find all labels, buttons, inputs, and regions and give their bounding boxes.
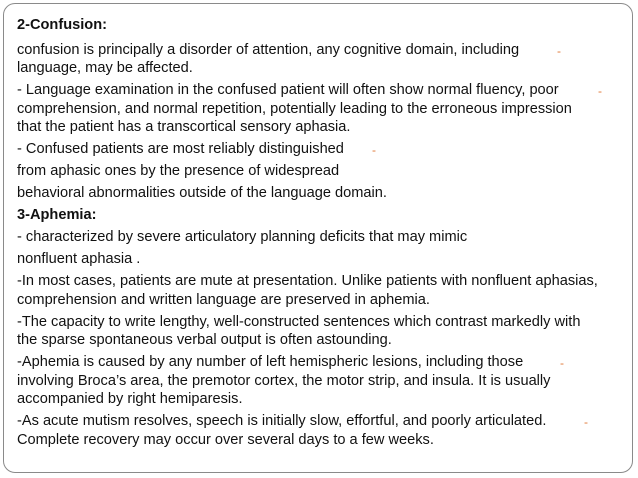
dash-marker: - (584, 415, 588, 429)
aphemia-p5-line-2: involving Broca’s area, the premotor cortex, the motor strip, and insula. It is usually (17, 372, 551, 389)
dash-marker: - (560, 356, 564, 370)
aphemia-paragraph-1: - characterized by severe articulatory planning deficits that may mimic (17, 229, 468, 245)
aphemia-paragraph-4 (17, 313, 625, 350)
confusion-p2-line-2: comprehension, and normal repetition, potentially leading to the erroneous impression (17, 100, 572, 117)
heading-confusion: 2-Confusion: (17, 17, 107, 33)
heading-aphemia: 3-Aphemia: (17, 207, 97, 223)
confusion-paragraph-1 (17, 41, 625, 78)
dash-marker: - (598, 84, 602, 98)
dash-marker: - (557, 43, 561, 58)
aphemia-p4-line-2: the sparse spontaneous verbal output is often astounding. (17, 332, 392, 348)
confusion-p2-line-1: - Language examination in the confused patient will often show normal fluency, poor (17, 82, 559, 98)
confusion-paragraph-3 (17, 140, 625, 159)
aphemia-paragraph-3 (17, 272, 625, 309)
aphemia-p6-line-2: Complete recovery may occur over several days to a few weeks. (17, 431, 434, 448)
aphemia-p6-line-1: -As acute mutism resolves, speech is initially slow, effortful, and poorly articulated. (17, 413, 547, 429)
aphemia-p4-line-1: -The capacity to write lengthy, well-constructed sentences which contrast markedly with (17, 313, 581, 330)
dash-marker: - (372, 143, 376, 157)
aphemia-p3-line-1: -In most cases, patients are mute at presentation. Unlike patients with nonfluent aphasias, (17, 273, 598, 289)
slide-frame (3, 3, 633, 473)
confusion-p2-line-3: that the patient has a transcortical sensory aphasia. (17, 119, 351, 135)
confusion-paragraph-2 (17, 81, 625, 137)
slide-content (17, 16, 625, 453)
confusion-p3-text: - Confused patients are most reliably distinguished (17, 141, 344, 157)
aphemia-p5-line-3: accompanied by right hemiparesis. (17, 391, 243, 407)
confusion-p1-line-1: confusion is principally a disorder of attention, any cognitive domain, including (17, 41, 520, 58)
aphemia-paragraph-5 (17, 353, 625, 409)
aphemia-paragraph-6 (17, 412, 625, 449)
confusion-paragraph-5: behavioral abnormalities outside of the language domain. (17, 185, 387, 201)
aphemia-paragraph-2: nonfluent aphasia . (17, 251, 141, 267)
aphemia-p3-line-2: comprehension and written language are preserved in aphemia. (17, 291, 430, 308)
aphemia-p5-line-1: -Aphemia is caused by any number of left hemispheric lesions, including those (17, 354, 524, 370)
confusion-p1-line-2: language, may be affected. (17, 60, 193, 76)
confusion-paragraph-4: from aphasic ones by the presence of widespread (17, 163, 340, 179)
